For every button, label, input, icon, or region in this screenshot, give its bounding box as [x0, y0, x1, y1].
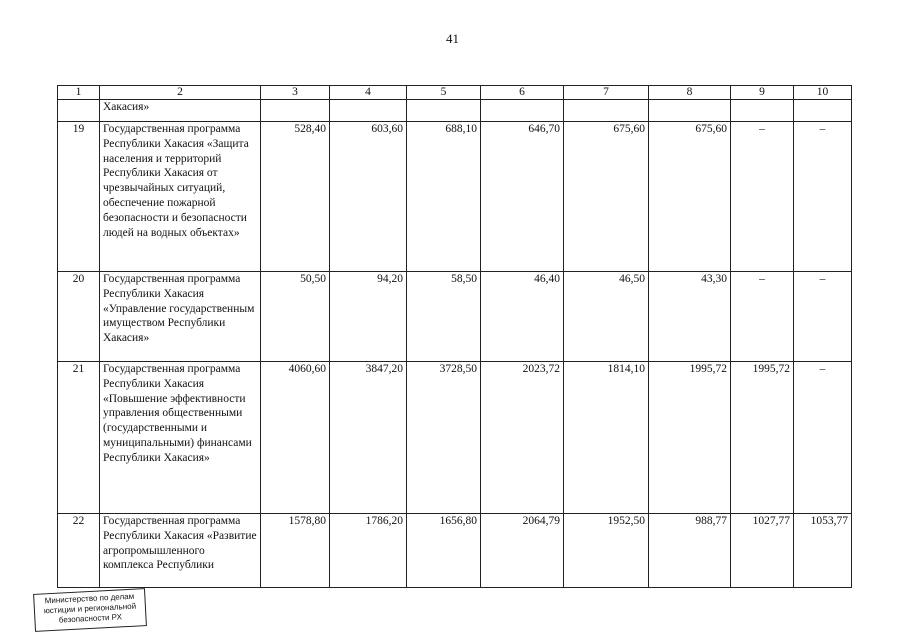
- column-header: 4: [330, 86, 407, 100]
- value-cell: 1786,20: [330, 514, 407, 588]
- value-cell: 1995,72: [649, 362, 731, 514]
- stamp-line: юстиции и региональной: [43, 601, 137, 616]
- value-cell: 58,50: [407, 272, 481, 362]
- table-row-continuation: [58, 100, 852, 122]
- value-cell: 1952,50: [564, 514, 649, 588]
- table-row: [58, 272, 852, 362]
- column-header: 5: [407, 86, 481, 100]
- column-header: 1: [58, 86, 100, 100]
- value-cell: 1814,10: [564, 362, 649, 514]
- ministry-stamp: [33, 588, 147, 632]
- value-cell: 1578,80: [261, 514, 330, 588]
- program-name: Государственная программа Республики Хакасия «Управление государственным имуществом Республики Хакасия»: [100, 272, 261, 362]
- value-cell: 1995,72: [731, 362, 794, 514]
- value-cell: 50,50: [261, 272, 330, 362]
- value-cell: 2064,79: [481, 514, 564, 588]
- row-number: 19: [58, 122, 100, 272]
- value-cell: 646,70: [481, 122, 564, 272]
- value-cell: 988,77: [649, 514, 731, 588]
- value-cell: 2023,72: [481, 362, 564, 514]
- column-header: 10: [794, 86, 852, 100]
- row-number: 21: [58, 362, 100, 514]
- value-cell: 675,60: [649, 122, 731, 272]
- stamp-line: безопасности РХ: [58, 612, 123, 625]
- value-cell: 1656,80: [407, 514, 481, 588]
- column-header: 3: [261, 86, 330, 100]
- value-cell: 1053,77: [794, 514, 852, 588]
- value-cell: 675,60: [564, 122, 649, 272]
- column-header: 2: [100, 86, 261, 100]
- value-cell: –: [731, 272, 794, 362]
- value-cell: 3728,50: [407, 362, 481, 514]
- value-cell: 603,60: [330, 122, 407, 272]
- program-name: Хакасия»: [100, 100, 261, 122]
- column-header: 6: [481, 86, 564, 100]
- value-cell: 46,50: [564, 272, 649, 362]
- value-cell: –: [794, 272, 852, 362]
- table-row: [58, 514, 852, 588]
- value-cell: 43,30: [649, 272, 731, 362]
- value-cell: –: [794, 362, 852, 514]
- table-row: [58, 362, 852, 514]
- value-cell: –: [794, 122, 852, 272]
- value-cell: –: [731, 122, 794, 272]
- value-cell: 4060,60: [261, 362, 330, 514]
- value-cell: 3847,20: [330, 362, 407, 514]
- budget-table: [57, 85, 852, 588]
- stamp-line: Министерство по делам: [44, 591, 135, 606]
- value-cell: 1027,77: [731, 514, 794, 588]
- column-header: 9: [731, 86, 794, 100]
- table-header-row: [58, 86, 852, 100]
- row-number: 22: [58, 514, 100, 588]
- program-name: Государственная программа Республики Хакасия «Повышение эффективности управления общественными (государственными и муниципальными) финансами Республики Хакасия»: [100, 362, 261, 514]
- program-name: Государственная программа Республики Хакасия «Развитие агропромышленного комплекса Республики: [100, 514, 261, 588]
- column-header: 7: [564, 86, 649, 100]
- program-name: Государственная программа Республики Хакасия «Защита населения и территорий Республики Хакасия от чрезвычайных ситуаций, обеспечение пожарной безопасности и безопасности людей на водных объектах»: [100, 122, 261, 272]
- row-number: 20: [58, 272, 100, 362]
- page-number: 41: [446, 31, 459, 46]
- value-cell: 46,40: [481, 272, 564, 362]
- table-row: [58, 122, 852, 272]
- column-header: 8: [649, 86, 731, 100]
- value-cell: 688,10: [407, 122, 481, 272]
- value-cell: 528,40: [261, 122, 330, 272]
- value-cell: 94,20: [330, 272, 407, 362]
